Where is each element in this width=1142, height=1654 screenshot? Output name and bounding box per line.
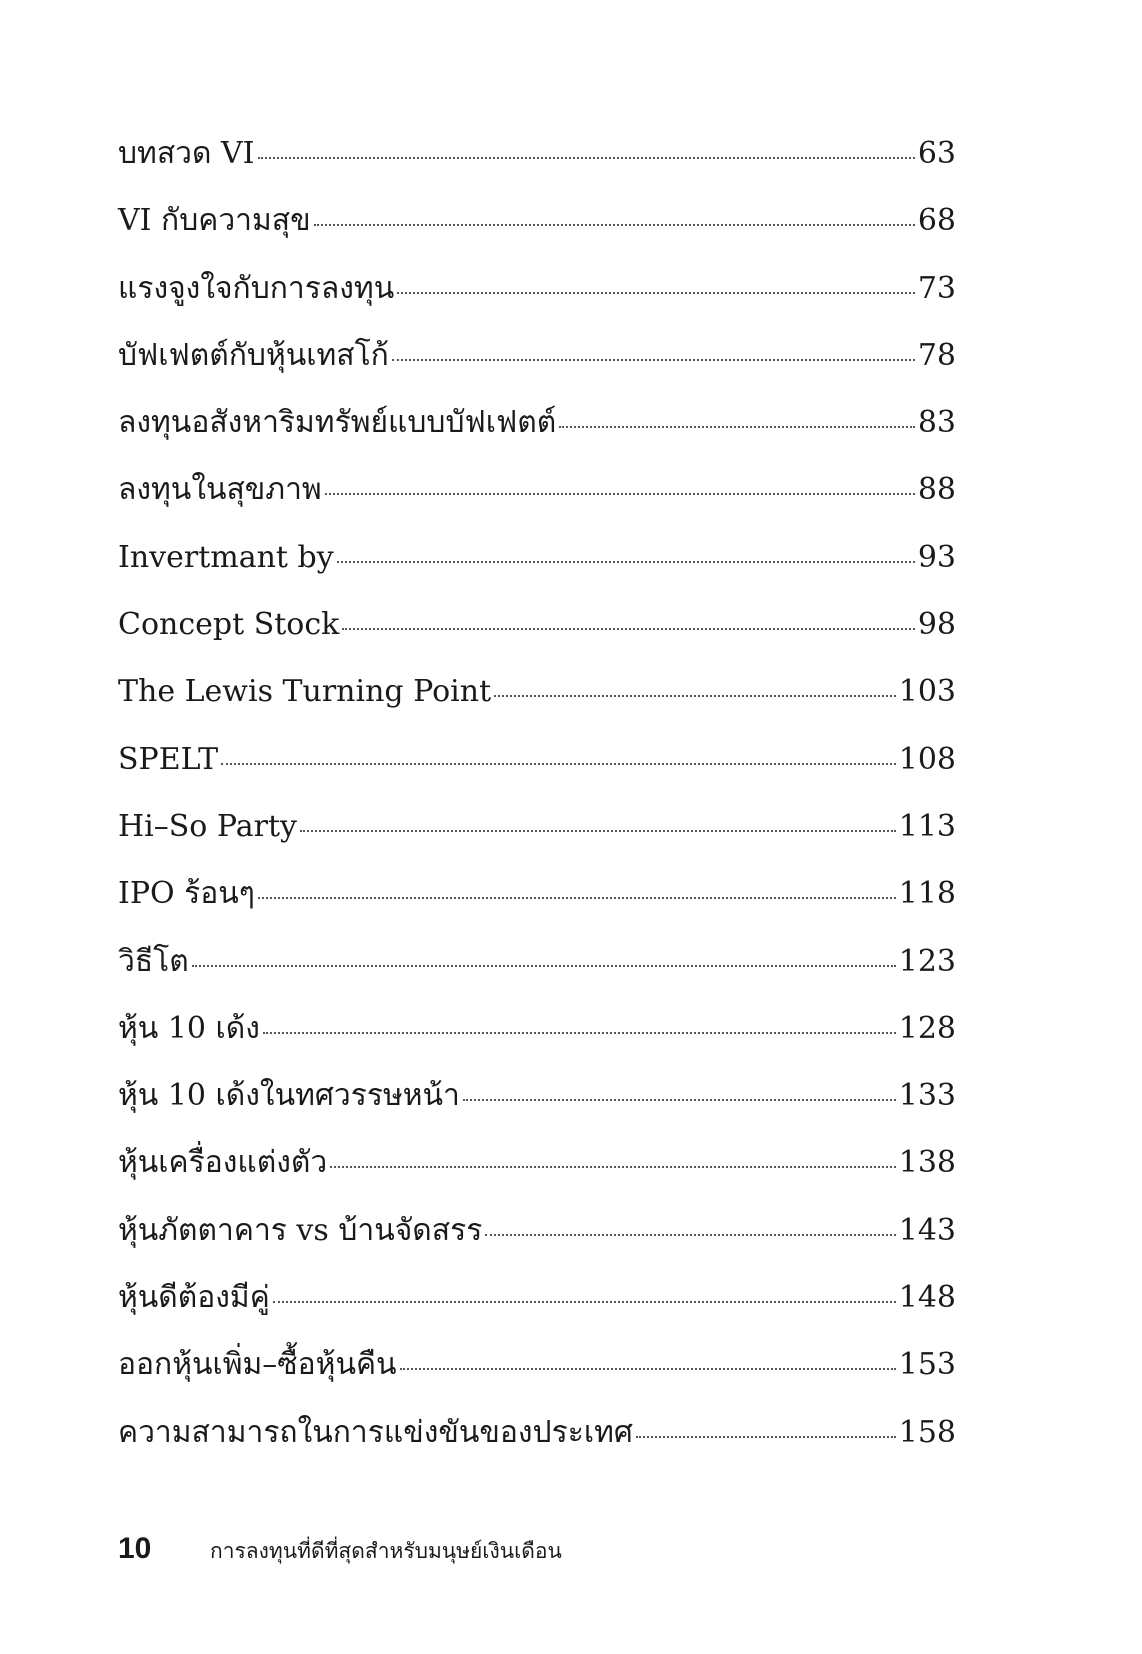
dot-leader [330, 1166, 896, 1168]
toc-entry-title: บทสวด VI [118, 136, 255, 171]
toc-entry[interactable] [118, 199, 956, 266]
toc-entry[interactable] [118, 1007, 956, 1074]
dot-leader [463, 1099, 896, 1101]
toc-entry-page: 93 [917, 539, 956, 575]
toc-entry[interactable] [118, 872, 956, 939]
dot-leader [636, 1436, 896, 1438]
toc-entry-title: The Lewis Turning Point [118, 674, 492, 710]
toc-entry[interactable] [118, 1209, 956, 1276]
toc-entry-page: 68 [917, 203, 956, 239]
toc-entry[interactable] [118, 940, 956, 1007]
toc-entry-title: หุ้น 10 เด้งในทศวรรษหน้า [118, 1078, 460, 1114]
dot-leader [559, 426, 915, 428]
toc-entry-title: วิธีโต [118, 943, 189, 979]
dot-leader [263, 1032, 896, 1034]
dot-leader [337, 561, 915, 563]
toc-entry-title: บัฟเฟตต์กับหุ้นเทสโก้ [118, 337, 389, 373]
toc-entry[interactable] [118, 132, 956, 199]
toc-entry-page: 103 [898, 674, 956, 710]
toc-entry[interactable] [118, 603, 956, 670]
toc-entry-title: IPO ร้อนๆ [118, 876, 255, 912]
toc-entry-title: หุ้นเครื่องแต่งตัว [118, 1145, 328, 1181]
dot-leader [273, 1301, 896, 1303]
toc-entry-title: ความสามารถในการแข่งขันของประเทศ [118, 1414, 633, 1450]
dot-leader [258, 897, 896, 899]
toc-entry-page: 123 [898, 943, 956, 979]
toc-entry[interactable] [118, 1276, 956, 1343]
running-title: การลงทุนที่ดีที่สุดสำหรับมนุษย์เงินเดือน [210, 1539, 562, 1563]
toc-entry-title: หุ้น 10 เด้ง [118, 1010, 260, 1046]
toc-entry-title: Concept Stock [118, 607, 340, 643]
toc-entry-page: 133 [898, 1078, 956, 1114]
toc-entry[interactable] [118, 670, 956, 737]
toc-entry-page: 118 [898, 876, 956, 912]
dot-leader [397, 292, 915, 294]
toc-entry[interactable] [118, 1411, 956, 1478]
toc-entry-page: 143 [898, 1212, 956, 1248]
dot-leader [221, 763, 896, 765]
dot-leader [342, 628, 914, 630]
toc-entry[interactable] [118, 1343, 956, 1410]
table-of-contents [118, 132, 956, 1478]
toc-entry[interactable] [118, 334, 956, 401]
dot-leader [392, 359, 915, 361]
toc-entry-page: 63 [917, 136, 956, 171]
toc-entry-title: SPELT [118, 741, 219, 777]
dot-leader [485, 1234, 895, 1236]
toc-entry[interactable] [118, 738, 956, 805]
toc-entry[interactable] [118, 267, 956, 334]
toc-entry-page: 78 [917, 337, 956, 373]
toc-entry-title: หุ้นดีต้องมีคู่ [118, 1280, 270, 1316]
toc-entry-page: 108 [898, 741, 956, 777]
toc-entry-page: 158 [898, 1414, 956, 1450]
toc-entry-page: 98 [917, 607, 956, 643]
toc-entry-title: ลงทุนอสังหาริมทรัพย์แบบบัฟเฟตต์ [118, 405, 557, 441]
toc-entry-page: 83 [917, 405, 956, 441]
toc-entry[interactable] [118, 1141, 956, 1208]
toc-entry[interactable] [118, 401, 956, 468]
dot-leader [400, 1368, 896, 1370]
toc-entry[interactable] [118, 468, 956, 535]
toc-entry-page: 128 [898, 1010, 956, 1046]
page-number: 10 [118, 1532, 152, 1565]
toc-entry-page: 153 [898, 1347, 956, 1383]
dot-leader [314, 224, 915, 226]
toc-entry[interactable] [118, 805, 956, 872]
toc-entry-title: VI กับความสุข [118, 203, 311, 239]
dot-leader [494, 695, 896, 697]
dot-leader [300, 830, 896, 832]
toc-entry-page: 73 [917, 270, 956, 306]
toc-entry-page: 148 [898, 1280, 956, 1316]
page-footer [118, 1532, 562, 1568]
dot-leader [192, 965, 896, 967]
toc-entry-title: ลงทุนในสุขภาพ [118, 472, 322, 508]
toc-entry[interactable] [118, 536, 956, 603]
toc-entry-title: Invertmant by [118, 539, 334, 575]
dot-leader [325, 493, 915, 495]
dot-leader [258, 157, 915, 159]
toc-entry-page: 113 [898, 808, 956, 844]
toc-entry-title: หุ้นภัตตาคาร vs บ้านจัดสรร [118, 1212, 483, 1248]
toc-entry-title: ออกหุ้นเพิ่ม–ซื้อหุ้นคืน [118, 1347, 397, 1383]
toc-entry-title: แรงจูงใจกับการลงทุน [118, 270, 395, 306]
toc-entry-page: 138 [898, 1145, 956, 1181]
toc-entry-title: Hi–So Party [118, 808, 297, 844]
toc-entry[interactable] [118, 1074, 956, 1141]
toc-entry-page: 88 [917, 472, 956, 508]
